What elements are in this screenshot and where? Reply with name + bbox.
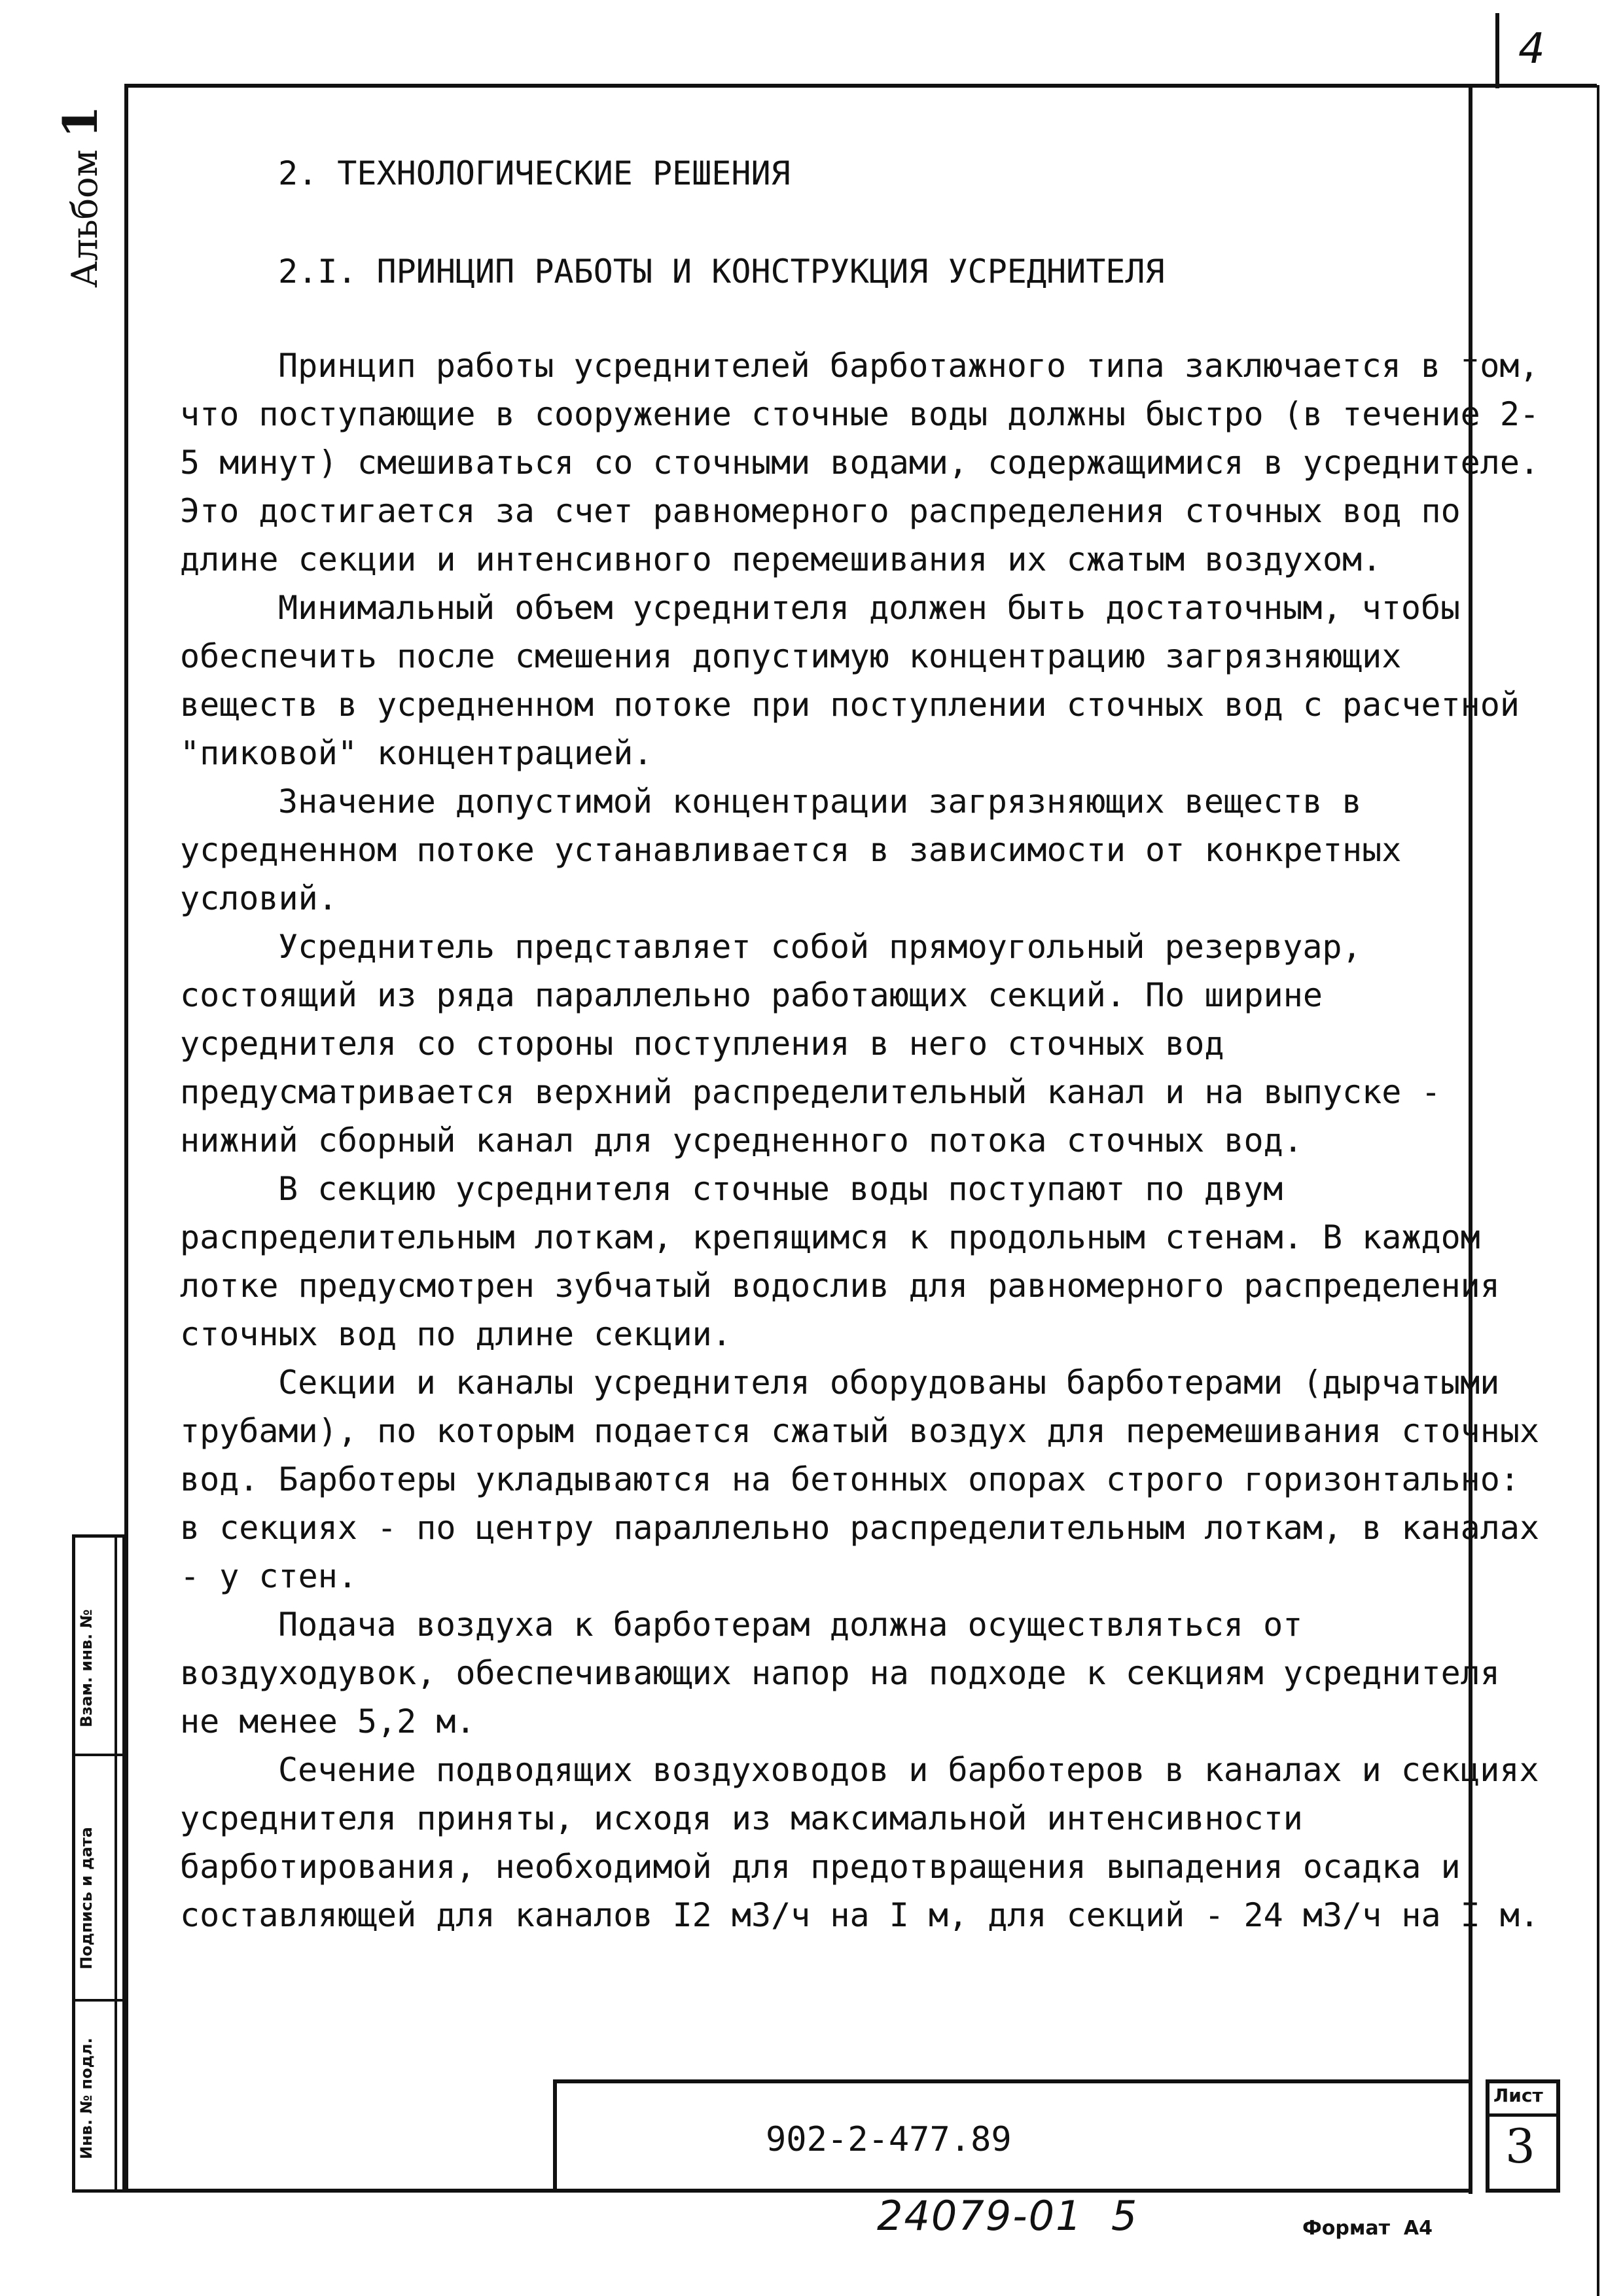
document-body [180,149,1560,1939]
sheet-label: Лист [1493,2085,1543,2106]
section-heading: 2. ТЕХНОЛОГИЧЕСКИЕ РЕШЕНИЯ [278,154,791,192]
album-label-text: Альбом [64,149,105,288]
sheet-number: 3 [1505,2119,1535,2174]
side-stamp-divider [115,1534,117,2193]
side-label-inv: Инв. № подл. [77,2038,96,2159]
document-code: 902-2-477.89 [766,2120,1012,2159]
subsection-heading: 2.I. ПРИНЦИП РАБОТЫ И КОНСТРУКЦИЯ УСРЕДНИТЕЛЯ [278,253,1165,291]
paragraph: Принцип работы усреднителей барботажного типа заключается в том, что поступающие в сооружение сточные воды должны быстро (в течение 2-5 минут) смешиваться со сточными водами, содержащимися в усреднителе. Это достигается за счет равномерного распределения сточных вод по длине секции и интенсивного перемешивания их сжатым воздухом. [180,347,1560,578]
side-stamp-row-divider [72,1754,126,1756]
page-edge-line [1597,85,1599,2296]
inventory-number: 24079-01 5 [877,2192,1139,2240]
album-number: 1 [52,105,108,139]
paragraph: Секции и каналы усреднителя оборудованы барботерами (дырчатыми трубами), по которым подается сжатый воздух для перемешивания сточных вод. Барботеры укладываются на бетонных опорах строго горизонтально: в секциях - по центру параллельно распределительным лоткам, в каналах - у стен. [180,1364,1560,1595]
sheet-box-divider [1486,2113,1560,2117]
side-label-podpis: Подпись и дата [77,1827,96,1969]
paragraph: Сечение подводящих воздуховодов и барботеров в каналах и секциях усреднителя приняты, исходя из максимальной интенсивности барботирования, необходимой для предотвращения выпадения осадка и составляющей для каналов I2 м3/ч на I м, для секций - 24 м3/ч на I м. [180,1751,1559,1934]
paragraph: В секцию усреднителя сточные воды поступают по двум распределительным лоткам, крепящимся к продольным стенам. В каждом лотке предусмотрен зубчатый водослив для равномерного распределения сточных вод по длине секции. [180,1170,1520,1353]
page-number-divider [1495,13,1499,88]
side-label-vzam: Взам. инв. № [77,1609,96,1727]
frame-top-border [124,84,1597,88]
side-stamp-row-divider [72,1999,126,2002]
format-label: Формат А4 [1302,2217,1433,2240]
paragraph: Подача воздуха к барботерам должна осуществляться от воздуходувок, обеспечивающих напор на подходе к секциям усреднителя не менее 5,2 м. [180,1606,1520,1740]
title-block [553,2079,1472,2193]
page-number: 4 [1518,25,1545,73]
paragraph: Минимальный объем усреднителя должен быть достаточным, чтобы обеспечить после смешения допустимую концентрацию загрязняющих веществ в усредненном потоке при поступлении сточных вод с расчетной "пиковой" концентрацией. [180,589,1540,772]
paragraph: Значение допустимой концентрации загрязняющих веществ в усредненном потоке устанавливается в зависимости от конкретных условий. [180,783,1421,917]
sheet-box-bottom [1486,2189,1560,2193]
paragraph: Усреднитель представляет собой прямоугольный резервуар, состоящий из ряда параллельно работающих секций. По ширине усреднителя со стороны поступления в него сточных вод предусматривается верхний распределительный канал и на выпуске - нижний сборный канал для усредненного потока сточных вод. [180,928,1461,1159]
album-label [52,105,108,288]
